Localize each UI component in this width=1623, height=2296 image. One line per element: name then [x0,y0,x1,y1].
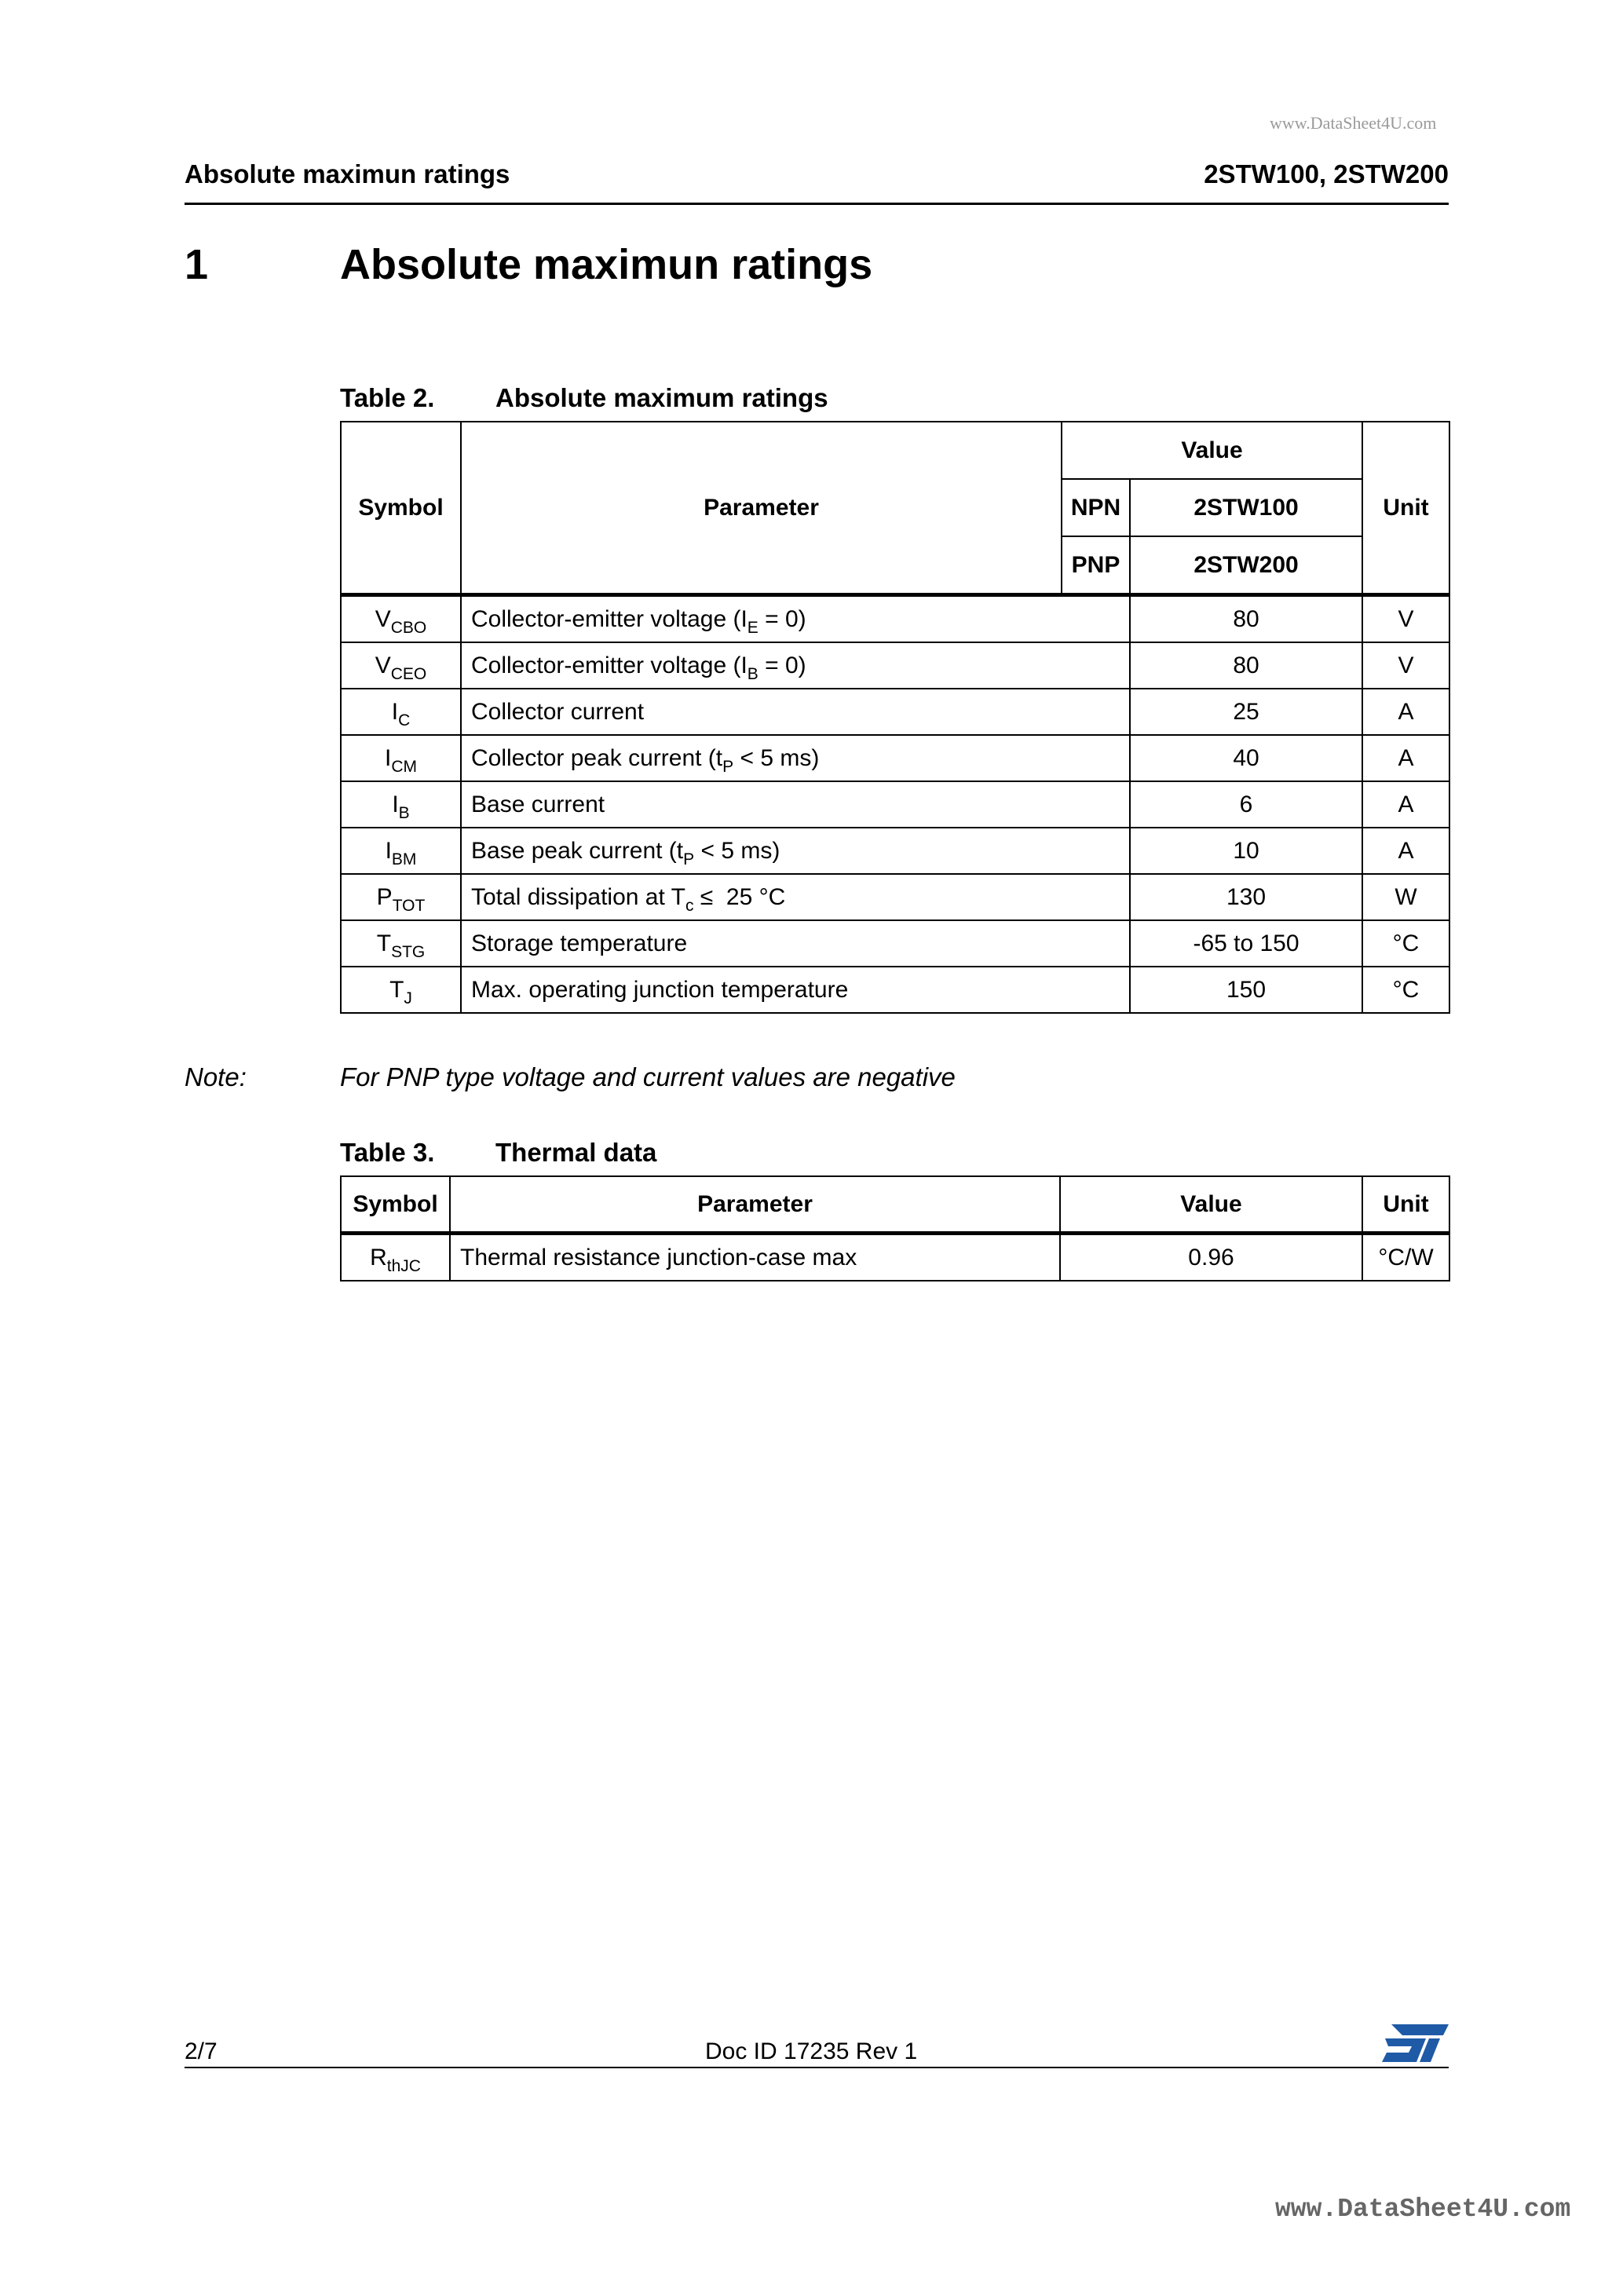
parameter-text: Collector current [471,698,645,725]
running-header-part-numbers: 2STW100, 2STW200 [1204,159,1449,188]
table2-header-pnp-part: 2STW200 [1130,536,1362,595]
table3-header-value: Value [1060,1176,1362,1234]
value-cell: 10 [1130,828,1362,874]
parameter-text: Storage temperature [471,930,688,956]
value-cell: 150 [1130,967,1362,1013]
value-cell: 130 [1130,874,1362,920]
table2-row [341,874,1449,920]
symbol-letter: I [384,744,392,771]
symbol-cell [341,920,461,967]
parameter-text: Collector-emitter voltage (I [471,652,748,678]
symbol-letter: R [370,1244,387,1270]
parameter-cell [461,967,1130,1013]
section-number: 1 [185,241,209,288]
symbol-subscript: BM [391,850,417,868]
symbol-subscript: J [404,989,412,1007]
value-cell: 80 [1130,595,1362,643]
symbol-cell [341,874,461,920]
symbol-subscript: STG [391,942,426,961]
symbol-letter: I [385,837,392,864]
unit-cell: A [1362,689,1449,735]
table3-caption-number: Table 3. [340,1138,435,1167]
table2-row [341,689,1449,735]
symbol-letter: P [376,883,393,910]
parameter-cell [461,828,1130,874]
st-logo-icon [1382,2023,1449,2064]
parameter-text: Collector-emitter voltage (I [471,605,748,632]
table3-caption-title: Thermal data [495,1138,657,1167]
symbol-subscript: CEO [390,664,427,683]
parameter-subscript: E [747,618,758,637]
parameter-cell [461,781,1130,828]
symbol-cell [341,735,461,781]
symbol-subscript: CM [391,757,417,776]
table2-header-unit: Unit [1362,422,1449,595]
footer-rule [185,2067,1449,2068]
table2-row [341,735,1449,781]
note-text: For PNP type voltage and current values are negative [340,1062,956,1091]
unit-cell: V [1362,595,1449,643]
unit-cell: W [1362,874,1449,920]
table2-header-value: Value [1062,422,1362,479]
table3-row [341,1234,1449,1281]
table2-header-pnp: PNP [1062,536,1130,595]
parameter-cell [461,689,1130,735]
table2-header-symbol: Symbol [341,422,461,595]
parameter-cell [461,920,1130,967]
symbol-letter: T [376,930,392,956]
symbol-subscript: C [398,711,411,729]
watermark-top: www.DataSheet4U.com [1270,113,1437,133]
parameter-text: Base current [471,791,605,817]
table2-row [341,781,1449,828]
symbol-cell [341,1234,450,1281]
table3-header-parameter: Parameter [450,1176,1060,1234]
unit-cell: A [1362,735,1449,781]
parameter-text-tail: = 0) [758,605,806,632]
parameter-cell [461,735,1130,781]
table2-header-npn: NPN [1062,479,1130,536]
running-header-title: Absolute maximun ratings [185,159,510,188]
parameter-cell: Thermal resistance junction-case max [450,1234,1060,1281]
parameter-text: Base peak current (t [471,837,684,864]
symbol-cell [341,642,461,689]
table2-header-npn-part: 2STW100 [1130,479,1362,536]
unit-cell: V [1362,642,1449,689]
symbol-letter: V [375,605,391,632]
unit-cell: °C [1362,920,1449,967]
watermark-bottom: www.DataSheet4U.com [1275,2195,1571,2224]
symbol-letter: I [391,698,399,725]
symbol-cell [341,781,461,828]
table2-row [341,642,1449,689]
thermal-data-table [340,1175,1450,1281]
unit-cell: °C [1362,967,1449,1013]
symbol-letter: T [389,976,404,1003]
table2-caption-title: Absolute maximum ratings [495,383,828,412]
note-label: Note: [185,1062,247,1091]
value-cell: 25 [1130,689,1362,735]
parameter-cell [461,874,1130,920]
parameter-text: Max. operating junction temperature [471,976,849,1003]
table2-row [341,828,1449,874]
table2-row [341,595,1449,643]
parameter-cell [461,642,1130,689]
parameter-text-tail: = 0) [758,652,806,678]
value-cell: -65 to 150 [1130,920,1362,967]
symbol-subscript: CBO [390,618,427,637]
parameter-subscript: c [685,896,694,915]
symbol-letter: V [375,652,391,678]
symbol-letter: I [392,791,399,817]
value-cell: 0.96 [1060,1234,1362,1281]
table2-header-parameter: Parameter [461,422,1062,595]
parameter-subscript: P [722,757,734,776]
parameter-text-tail: < 5 ms) [733,744,820,771]
symbol-cell [341,967,461,1013]
symbol-cell [341,595,461,643]
parameter-cell [461,595,1130,643]
parameter-text-tail: < 5 ms) [694,837,780,864]
table2-caption-number: Table 2. [340,383,435,412]
parameter-subscript: P [683,850,695,868]
value-cell: 80 [1130,642,1362,689]
symbol-cell [341,689,461,735]
parameter-text: Total dissipation at T [471,883,685,910]
unit-cell: A [1362,828,1449,874]
unit-cell: A [1362,781,1449,828]
table3-header-unit: Unit [1362,1176,1449,1234]
symbol-subscript: thJC [386,1256,421,1275]
section-title: Absolute maximun ratings [340,241,873,288]
header-rule [185,203,1449,205]
document-id: Doc ID 17235 Rev 1 [705,2038,918,2064]
table2-row [341,967,1449,1013]
value-cell: 40 [1130,735,1362,781]
symbol-subscript: B [398,803,410,822]
parameter-text: Collector peak current (t [471,744,723,771]
absolute-maximum-ratings-table [340,421,1450,1014]
parameter-subscript: B [747,664,758,683]
unit-cell: °C/W [1362,1234,1449,1281]
parameter-text-tail: ≤ 25 °C [693,883,786,910]
table3-header-symbol: Symbol [341,1176,450,1234]
table2-row [341,920,1449,967]
value-cell: 6 [1130,781,1362,828]
page-number: 2/7 [185,2038,217,2064]
symbol-cell [341,828,461,874]
symbol-subscript: TOT [392,896,426,915]
